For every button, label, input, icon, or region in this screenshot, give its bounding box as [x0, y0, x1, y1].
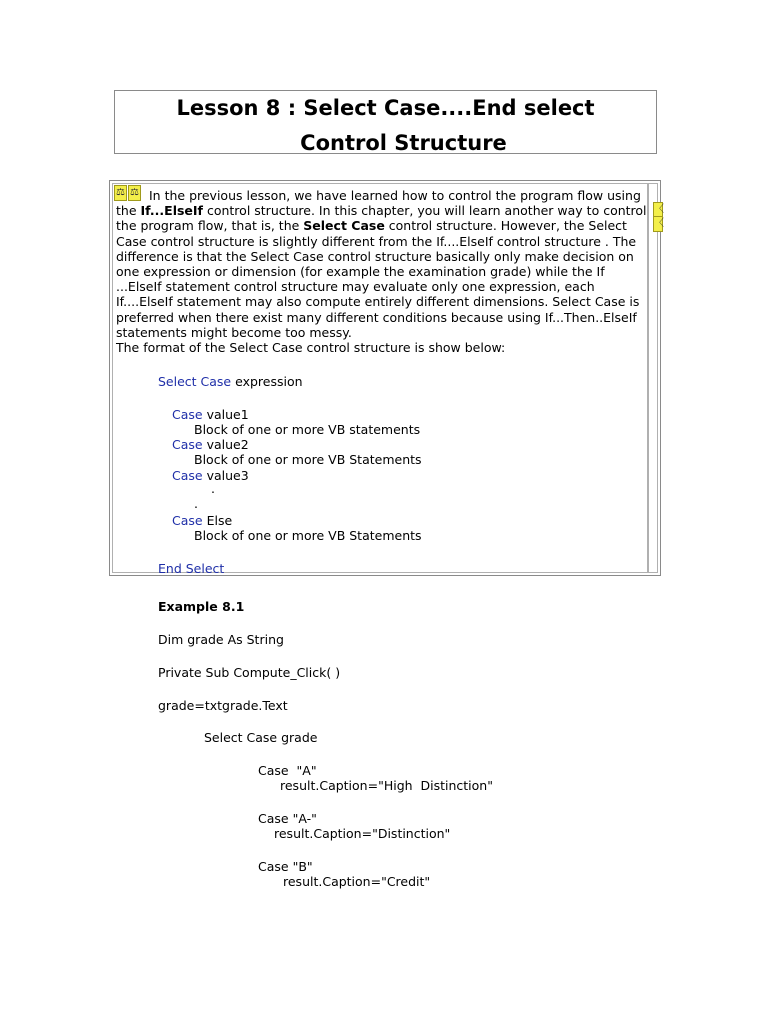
- example-sub-line: Private Sub Compute_Click( ): [158, 665, 341, 680]
- syntax-block1: Block of one or more VB statements: [194, 422, 421, 437]
- keyword-case: Case: [172, 513, 203, 528]
- syntax-case1-line: [172, 407, 249, 422]
- syntax-case-else-line: [172, 513, 232, 528]
- example-case-a-minus: Case "A-": [258, 811, 317, 826]
- intro-text-selectcase: Select Case: [303, 218, 385, 234]
- syntax-block2: Block of one or more VB Statements: [194, 452, 422, 467]
- keyword-case: Case: [172, 407, 203, 422]
- example-assign-line: grade=txtgrade.Text: [158, 698, 288, 713]
- syntax-value2: value2: [202, 437, 249, 452]
- example-case-b: Case "B": [258, 859, 313, 874]
- intro-text-1: In the previous lesson, we have learned how to control the program flow using the: [116, 188, 641, 219]
- example-caption-b: result.Caption="Credit": [283, 874, 431, 889]
- intro-text-2: control structure. In this chapter, you will learn another way to control the program flow, that is, the: [116, 203, 647, 234]
- lesson-title-box: [114, 90, 657, 154]
- syntax-case2-line: [172, 437, 249, 452]
- bookmark-icon[interactable]: ⚖: [128, 185, 141, 201]
- lesson-title-line1: Lesson 8 : Select Case....End select: [176, 96, 595, 120]
- keyword-case: Case: [172, 468, 203, 483]
- syntax-ellipsis-dot: .: [211, 481, 215, 496]
- syntax-select-line: [158, 374, 303, 389]
- intro-text-3: control structure. However, the Select Case control structure is slightly different from the If....ElseIf control structure . The difference is that the Select Case control structure basically only make decision on one expression or dimension (for example the examination grade) while the If ...ElseIf statement control structure may evaluate only one expression, each If....ElseIf statement may also compute entirely different dimensions. Select Case is preferred when there exist many different conditions because using If...Then..ElseIf statements might become too messy.: [116, 218, 640, 340]
- intro-text-elseif: If...ElseIf: [140, 203, 203, 219]
- syntax-expression: expression: [231, 374, 303, 389]
- bookmark-icon[interactable]: ⚖: [114, 185, 127, 201]
- example-dim-line: Dim grade As String: [158, 632, 284, 647]
- intro-format-line: The format of the Select Case control structure is show below:: [116, 340, 506, 356]
- bookmark-icon[interactable]: 〈: [653, 216, 663, 232]
- lesson-title-line2: Control Structure: [300, 131, 507, 155]
- example-select-line: Select Case grade: [204, 730, 318, 745]
- syntax-value1: value1: [202, 407, 249, 422]
- example-caption-a: result.Caption="High Distinction": [280, 778, 493, 793]
- intro-scrollbar[interactable]: [648, 183, 658, 573]
- syntax-block-else: Block of one or more VB Statements: [194, 528, 422, 543]
- example-heading: Example 8.1: [158, 599, 245, 614]
- keyword-select-case: Select Case: [158, 374, 232, 389]
- example-caption-a-minus: result.Caption="Distinction": [274, 826, 451, 841]
- keyword-end-select: End Select: [158, 561, 225, 576]
- syntax-else: Else: [202, 513, 233, 528]
- example-case-a: Case "A": [258, 763, 317, 778]
- intro-textbox: [109, 180, 664, 576]
- keyword-case: Case: [172, 437, 203, 452]
- intro-paragraph: [116, 188, 652, 355]
- bookmark-icon[interactable]: 〈: [653, 202, 663, 218]
- intro-textbox-inner: [112, 183, 648, 576]
- syntax-ellipsis-dot: .: [194, 496, 198, 511]
- syntax-value3: value3: [202, 468, 249, 483]
